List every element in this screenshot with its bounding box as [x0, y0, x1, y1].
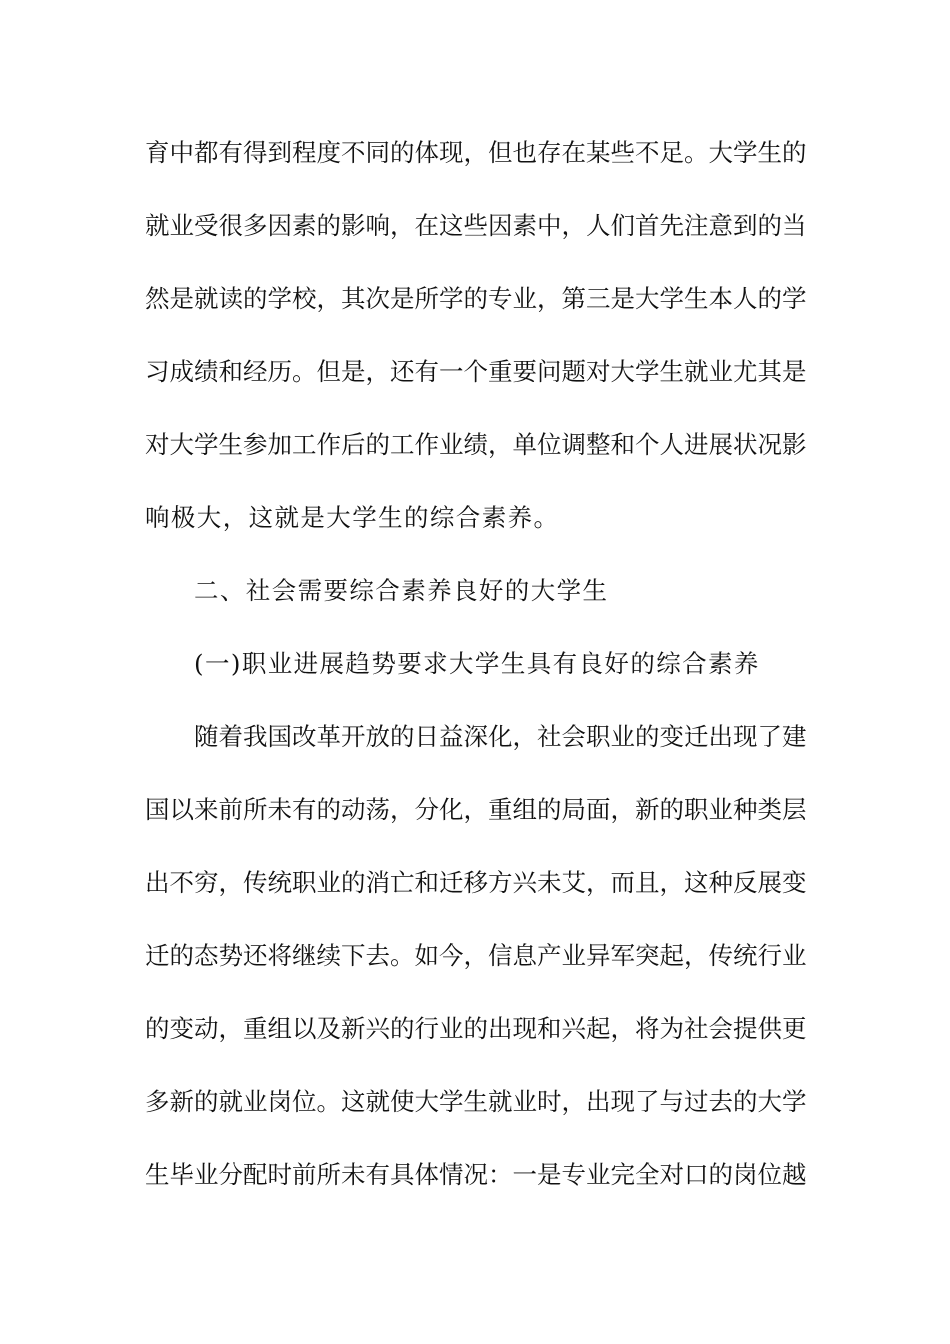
text-line-4: 习成绩和经历。但是，还有一个重要问题对大学生就业尤其是	[145, 357, 807, 386]
text-line-1: 育中都有得到程度不同的体现，但也存在某些不足。大学生的	[145, 138, 807, 167]
text-line-13: 的变动，重组以及新兴的行业的出现和兴起，将为社会提供更	[145, 1014, 807, 1043]
text-line-15: 生毕业分配时前所未有具体情况：一是专业完全对口的岗位越	[145, 1160, 807, 1189]
text-line-5: 对大学生参加工作后的工作业绩，单位调整和个人进展状况影	[145, 430, 807, 459]
text-line-12: 迁的态势还将继续下去。如今，信息产业异军突起，传统行业	[145, 941, 807, 970]
text-line-2: 就业受很多因素的影响，在这些因素中，人们首先注意到的当	[145, 211, 807, 240]
text-line-11: 出不穷，传统职业的消亡和迁移方兴未艾，而且，这种反展变	[145, 868, 807, 897]
section-heading: 二、社会需要综合素养良好的大学生	[194, 576, 609, 605]
text-line-3: 然是就读的学校，其次是所学的专业，第三是大学生本人的学	[145, 284, 807, 313]
text-line-10: 国以来前所未有的动荡，分化，重组的局面，新的职业种类层	[145, 795, 807, 824]
subsection-heading: (一)职业进展趋势要求大学生具有良好的综合素养	[194, 649, 760, 678]
text-line-14: 多新的就业岗位。这就使大学生就业时，出现了与过去的大学	[145, 1087, 807, 1116]
text-line-6: 响极大，这就是大学生的综合素养。	[145, 503, 560, 532]
paragraph-start-line: 随着我国改革开放的日益深化，社会职业的变迁出现了建	[194, 722, 807, 751]
